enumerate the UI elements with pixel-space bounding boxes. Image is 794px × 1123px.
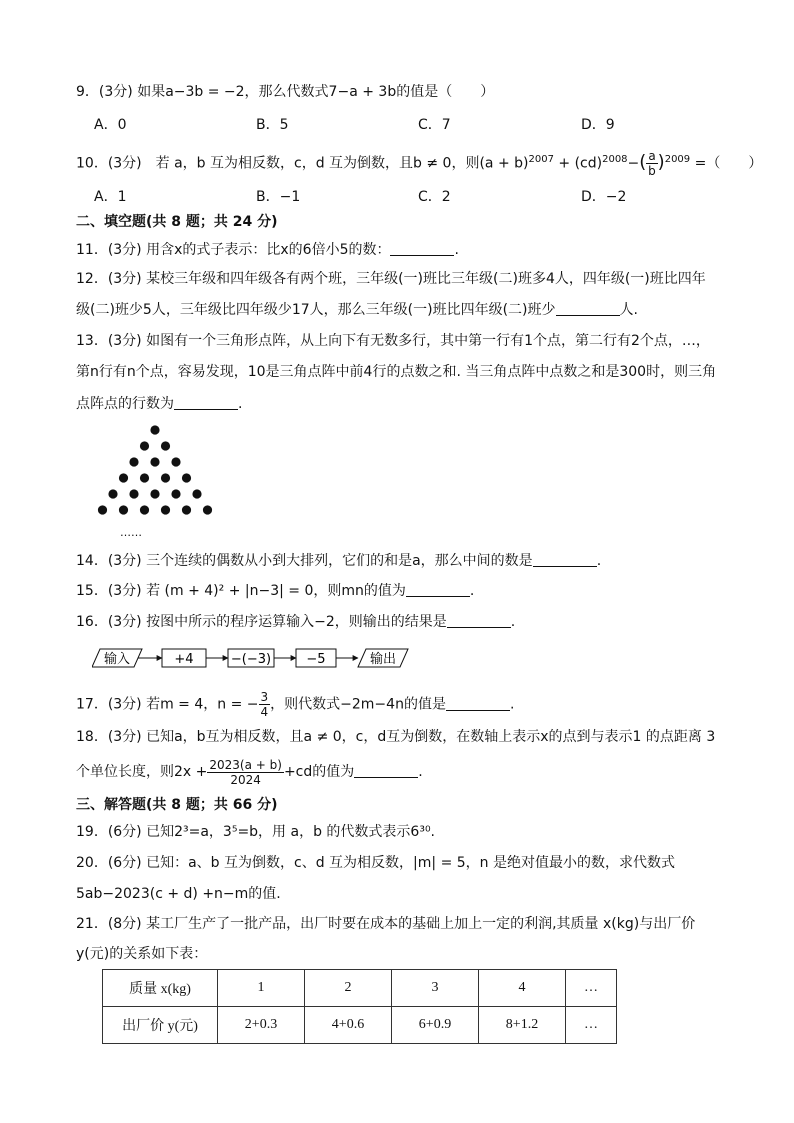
q10-suffix: =（ ） [694, 155, 763, 172]
q14-text: 14．(3分) 三个连续的偶数从小到大排列，它们的和是a，那么中间的数是 [76, 553, 533, 569]
section-solve-title: 三、解答题(共 8 题；共 66 分) [76, 797, 278, 813]
answer-blank [390, 241, 454, 256]
dot [150, 457, 159, 466]
question-12-line-2 [76, 300, 638, 320]
q17-prefix: 17．(3分) 若m = 4，n = − [76, 696, 259, 713]
section-fill-in-title: 二、填空题(共 8 题；共 24 分) [76, 214, 278, 230]
table-cell: 1 [218, 970, 305, 1007]
triangle-dot-array [90, 420, 220, 540]
question-12-line-1: 12．(3分) 某校三年级和四年级各有两个班，三年级(一)班比三年级(二)班多4人，四年级(一)班比四年 [76, 271, 706, 287]
question-9-options [94, 114, 734, 134]
dot [161, 441, 170, 450]
answer-blank [446, 696, 510, 711]
q10-exp1: 2007 [528, 154, 554, 165]
table-cell: 8+1.2 [479, 1007, 566, 1044]
answer-blank [174, 395, 238, 410]
question-16 [76, 612, 515, 632]
q10-frac-num: a [648, 149, 656, 164]
table-cell: 3 [392, 970, 479, 1007]
dot [171, 457, 180, 466]
table-cell: 质量 x(kg) [103, 970, 218, 1007]
question-10-options [94, 186, 734, 206]
q18-prefix: 个单位长度，则2x + [76, 764, 208, 780]
question-21-line-1: 21．(8分) 某工厂生产了一批产品，出厂时要在成本的基础上加上一定的利润,其质量 x(kg)与出厂价 [76, 916, 696, 932]
q16-end: . [510, 614, 516, 630]
answer-blank [533, 552, 597, 567]
question-15 [76, 581, 474, 601]
q13-text: 点阵点的行数为 [76, 396, 174, 412]
table-cell: 6+0.9 [392, 1007, 479, 1044]
question-18-line-2 [76, 756, 423, 788]
q14-end: . [596, 553, 602, 569]
dot [161, 473, 170, 482]
q15-text: 15．(3分) 若 (m + 4)² + |n−3| = 0，则mn的值为 [76, 583, 406, 599]
q18-fraction [207, 758, 284, 787]
q15-end: . [469, 583, 475, 599]
q10-fraction [646, 149, 657, 178]
table-row [103, 970, 617, 1007]
question-14 [76, 551, 601, 571]
dot [182, 473, 191, 482]
q12-end: 人. [619, 302, 638, 318]
dot [203, 505, 212, 514]
dot [150, 425, 159, 434]
answer-blank [406, 582, 470, 597]
answer-blank [354, 763, 418, 778]
dot [108, 489, 117, 498]
table-cell: 4+0.6 [305, 1007, 392, 1044]
q11-end: . [454, 242, 459, 258]
option-d: D．9 [581, 117, 615, 133]
question-19: 19．(6分) 已知2³=a，3⁵=b，用 a，b 的代数式表示6³⁰. [76, 824, 436, 840]
dot [140, 473, 149, 482]
question-18-line-1: 18．(3分) 已知a，b互为相反数，且a ≠ 0，c，d互为倒数，在数轴上表示x的点到与表示1 的点距离 3 [76, 729, 716, 745]
dot [119, 473, 128, 482]
question-10: 10．(3分) 若 a，b 互为相反数，c，d 互为倒数，且b ≠ 0，则$(a + b)^{2007} + (cd)^{2008}-$( $\frac{a}{b}$ )$^{2009}$ =（ ） [76, 149, 763, 179]
table-row [103, 1007, 617, 1044]
flow-step-2-label: −(−3) [230, 652, 272, 667]
question-20-line-1: 20．(6分) 已知：a、b 互为倒数，c、d 互为相反数，|m| = 5，n 是绝对值最小的数，求代数式 [76, 855, 675, 871]
q17-end: . [509, 696, 515, 713]
q10-exp2: 2008 [602, 154, 628, 165]
table-cell: 2+0.3 [218, 1007, 305, 1044]
flow-step-3-label: −5 [306, 652, 326, 667]
flow-output-label: 输出 [369, 652, 397, 667]
q10-mid: + (cd) [553, 155, 603, 172]
q10-exp3: 2009 [664, 154, 691, 165]
question-9: 9．(3分) 如果a−3b = −2，那么代数式7−a + 3b的值是（ ） [76, 84, 495, 100]
q17-frac-num: 3 [260, 690, 269, 704]
q10-frac-den: b [648, 164, 656, 179]
q11-text: 11．(3分) 用含x的式子表示：比x的6倍小5的数： [76, 242, 391, 258]
q17-frac-den: 4 [260, 705, 269, 719]
dot [129, 489, 138, 498]
dot [192, 489, 201, 498]
q18-end: . [418, 764, 423, 780]
dot [140, 441, 149, 450]
question-21-line-2: y(元)的关系如下表： [76, 946, 208, 962]
table-cell: … [566, 970, 617, 1007]
option-d: D．−2 [581, 189, 627, 205]
q18-suffix: +cd的值为 [283, 764, 355, 780]
q12-text: 级(二)班少5人，三年级比四年级少17人，那么三年级(一)班比四年级(二)班少 [76, 302, 556, 318]
table-cell: … [566, 1007, 617, 1044]
option-b: B．−1 [256, 189, 301, 205]
q10-minus: − [627, 155, 640, 172]
option-a: A．1 [94, 189, 127, 205]
option-c: C．2 [418, 189, 451, 205]
question-20-line-2: 5ab−2023(c + d) +n−m的值. [76, 886, 281, 902]
flow-input-label: 输入 [103, 652, 131, 667]
question-13-line-3 [76, 394, 242, 414]
table-cell: 4 [479, 970, 566, 1007]
table-cell: 出厂价 y(元) [103, 1007, 218, 1044]
dot [182, 505, 191, 514]
q18-frac-den: 2024 [230, 772, 261, 787]
dot [161, 505, 170, 514]
price-table [102, 969, 617, 1044]
option-a: A．0 [94, 117, 127, 133]
program-flowchart [92, 646, 412, 670]
dots-ellipsis: …… [120, 526, 142, 539]
dot [98, 505, 107, 514]
option-b: B．5 [256, 117, 289, 133]
q13-end: . [238, 396, 243, 412]
dot [129, 457, 138, 466]
dot [140, 505, 149, 514]
q18-frac-num: 2023(a + b) [209, 757, 282, 772]
q10-prefix: 10．(3分) 若 a，b 互为相反数，c，d 互为倒数，且b ≠ 0，则(a + b) [76, 155, 529, 172]
answer-blank [556, 301, 620, 316]
dot [119, 505, 128, 514]
option-c: C．7 [418, 117, 451, 133]
question-17 [76, 690, 514, 719]
q17-fraction [259, 690, 271, 719]
question-13-line-2: 第n行有n个点，容易发现，10是三角点阵中前4行的点数之和. 当三角点阵中点数之和是300时，则三角 [76, 364, 717, 380]
dot [150, 489, 159, 498]
flow-step-1-label: +4 [174, 652, 194, 667]
question-13-line-1: 13．(3分) 如图有一个三角形点阵，从上向下有无数多行，其中第一行有1个点，第二行有2个点，…， [76, 333, 710, 349]
q17-suffix: ，则代数式−2m−4n的值是 [270, 696, 446, 713]
dot-rows [98, 425, 212, 514]
answer-blank [447, 613, 511, 628]
q16-text: 16．(3分) 按图中所示的程序运算输入−2，则输出的结果是 [76, 614, 447, 630]
dot [171, 489, 180, 498]
question-11 [76, 240, 459, 260]
table-cell: 2 [305, 970, 392, 1007]
